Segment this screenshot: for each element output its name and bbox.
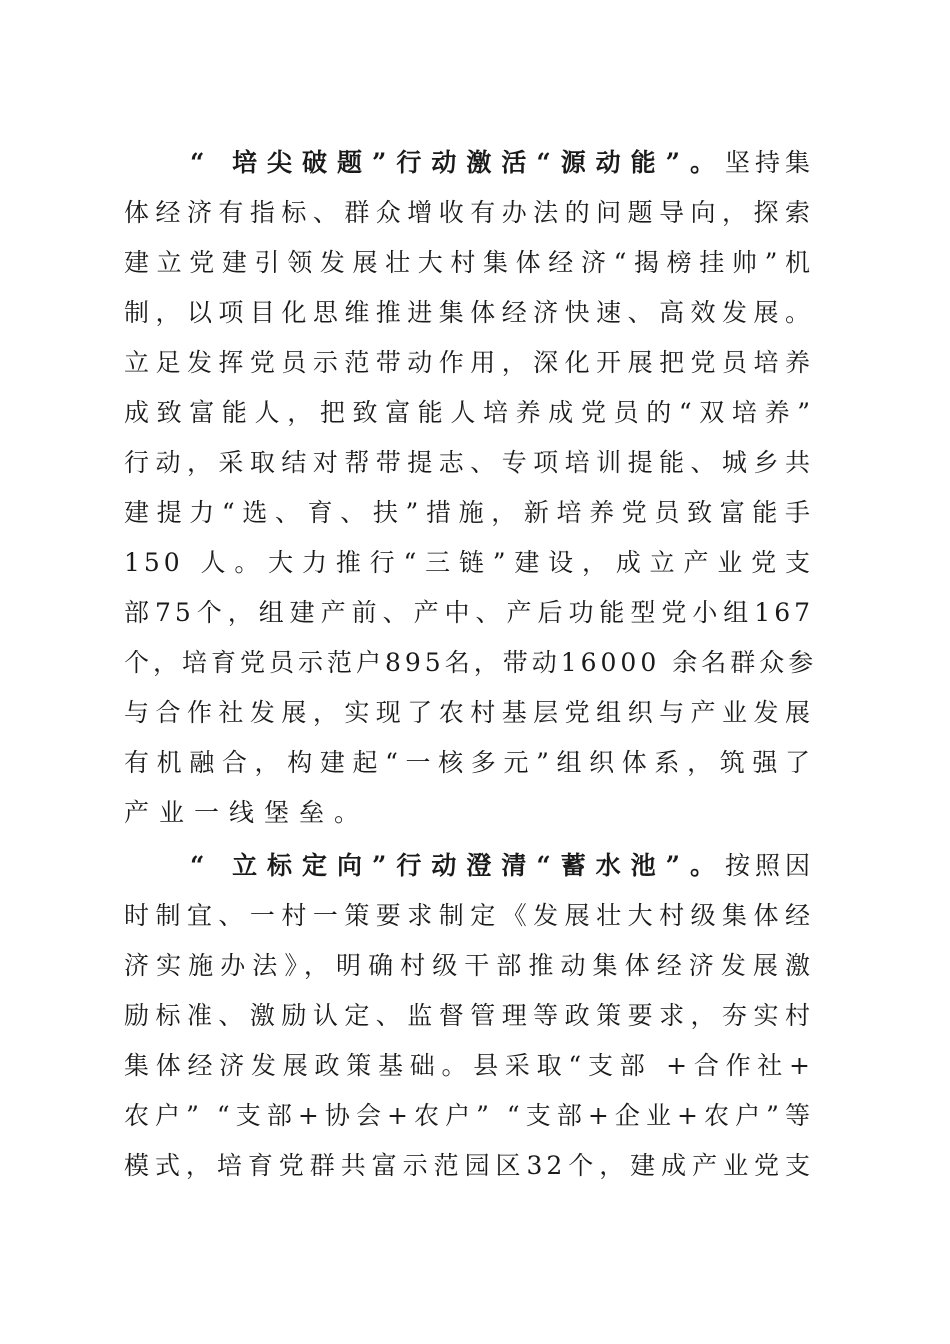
paragraph-1-line: 个，培育党员示范户895名，带动16000 余名群众参 <box>124 648 818 677</box>
paragraph-1-line: 行动，采取结对帮带提志、专项培训提能、城乡共 <box>124 448 814 477</box>
paragraph-2-line: 模式，培育党群共富示范园区32个，建成产业党支 <box>124 1151 814 1180</box>
paragraph-1-line: 制，以项目化思维推进集体经济快速、高效发展。 <box>124 298 814 327</box>
paragraph-1-line: 有机融合，构建起“一核多元”组织体系，筑强了 <box>124 748 814 777</box>
paragraph-2-heading: “ 立标定向”行动澄清“蓄水池”。 <box>190 851 726 880</box>
paragraph-1-line: 成致富能人，把致富能人培养成党员的“双培养” <box>124 398 814 427</box>
paragraph-2-line-1 <box>124 841 814 891</box>
paragraph-1-line-1 <box>124 138 814 188</box>
paragraph-1-line: 150 人。大力推行“三链”建设，成立产业党支 <box>124 548 814 577</box>
paragraph-2-text: 按照因 <box>725 851 814 880</box>
paragraph-2-line: 励标准、激励认定、监督管理等政策要求，夯实村 <box>124 1001 814 1030</box>
paragraph-1-heading: “ 培尖破题”行动激活“源动能”。 <box>190 148 726 177</box>
paragraph-1-line: 建立党建引领发展壮大村集体经济“揭榜挂帅”机 <box>124 248 814 277</box>
paragraph-1-line: 立足发挥党员示范带动作用，深化开展把党员培养 <box>124 348 814 377</box>
document-body <box>124 138 818 1191</box>
paragraph-2-line: 农户” “支部+协会+农户” “支部+企业+农户”等 <box>124 1101 814 1130</box>
paragraph-2-line: 济实施办法》，明确村级干部推动集体经济发展激 <box>124 951 814 980</box>
paragraph-1-text: 坚持集 <box>725 148 814 177</box>
paragraph-1-line: 体经济有指标、群众增收有办法的问题导向，探索 <box>124 198 814 227</box>
paragraph-1-line: 部75个，组建产前、产中、产后功能型党小组167 <box>124 598 814 627</box>
paragraph-2-line: 集体经济发展政策基础。县采取“支部 +合作社+ <box>124 1051 814 1080</box>
paragraph-1-last-line: 产业一线堡垒。 <box>124 798 370 827</box>
paragraph-1-line: 建提力“选、育、扶”措施，新培养党员致富能手 <box>124 498 814 527</box>
paragraph-1-line: 与合作社发展，实现了农村基层党组织与产业发展 <box>124 698 814 727</box>
paragraph-2-line: 时制宜、一村一策要求制定《发展壮大村级集体经 <box>124 901 814 930</box>
